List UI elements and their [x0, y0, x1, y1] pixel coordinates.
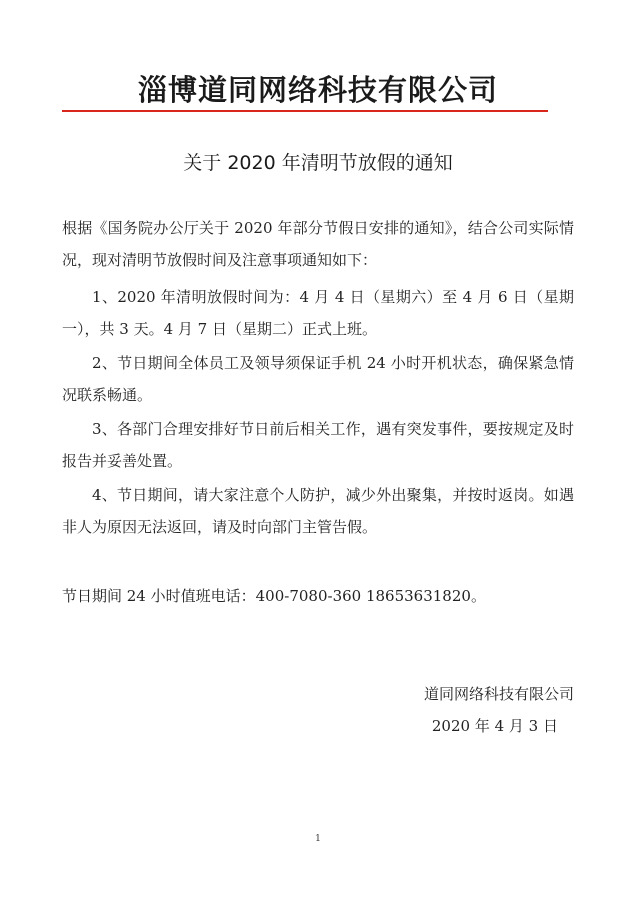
page-number: 1 [315, 834, 321, 844]
company-header-title: 淄博道同网络科技有限公司 [137, 73, 498, 107]
notice-item-2: 2、节日期间全体员工及领导须保证手机 24 小时开机状态，确保紧急情况联系畅通。 [62, 354, 574, 404]
intro-paragraph: 根据《国务院办公厅关于 2020 年部分节假日安排的通知》，结合公司实际情况，现对清明节放假时间及注意事项通知如下： [62, 219, 574, 269]
notice-item-1: 1、2020 年清明放假时间为：4 月 4 日（星期六）至 4 月 6 日（星期一），共 3 天。4 月 7 日（星期二）正式上班。 [62, 288, 574, 338]
duty-hotline: 节日期间 24 小时值班电话：400-7080-360 18653631820。 [62, 587, 486, 605]
notice-title: 关于 2020 年清明节放假的通知 [183, 152, 453, 174]
notice-item-4: 4、节日期间，请大家注意个人防护，减少外出聚集，并按时返岗。如遇非人为原因无法返回，请及时向部门主管告假。 [62, 486, 574, 536]
header-divider [62, 110, 548, 112]
signature-company: 道同网络科技有限公司 [423, 685, 574, 703]
notice-item-3: 3、各部门合理安排好节日前后相关工作，遇有突发事件，要按规定及时报告并妥善处置。 [62, 420, 574, 470]
signature-date: 2020 年 4 月 3 日 [431, 717, 558, 735]
